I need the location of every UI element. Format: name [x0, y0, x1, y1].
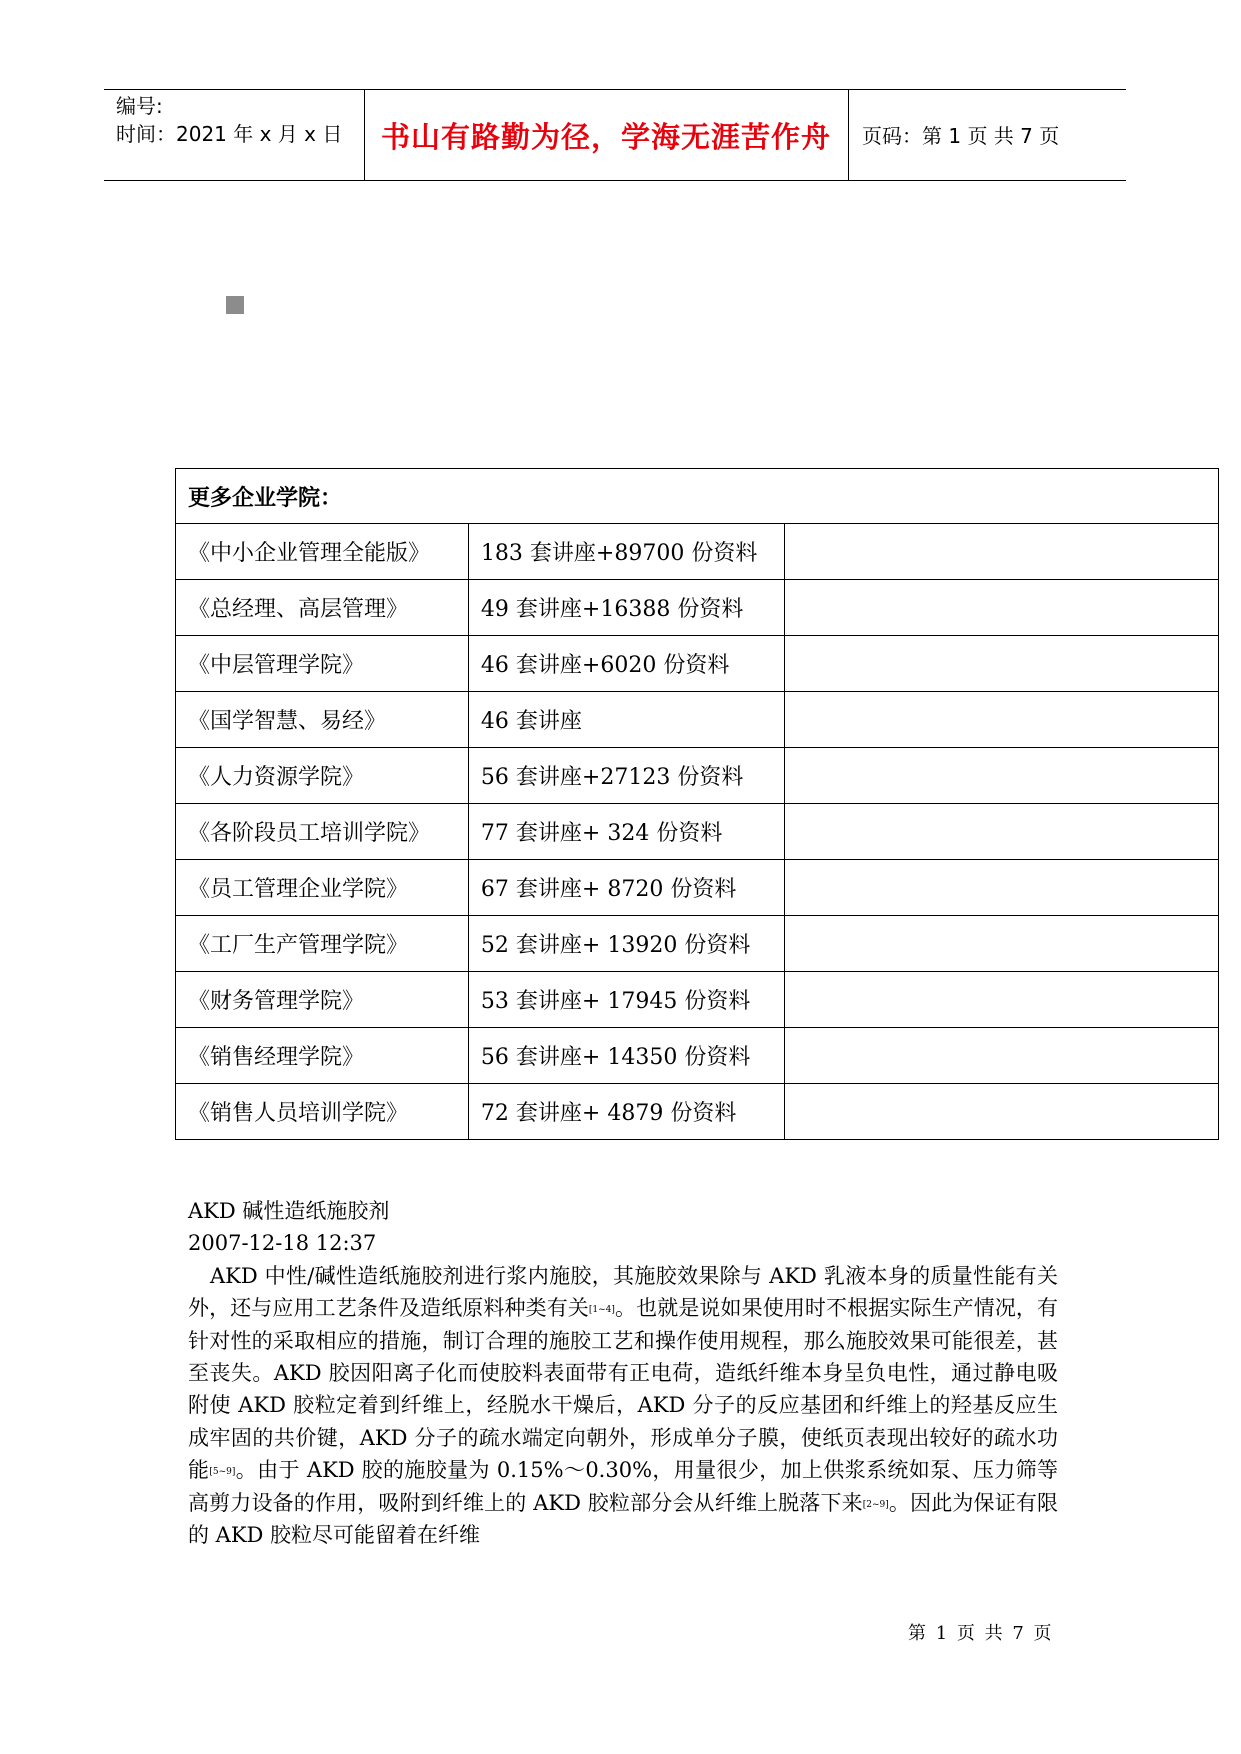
table-row: [176, 636, 1219, 692]
course-extra-cell: [784, 916, 1218, 972]
course-extra-cell: [784, 804, 1218, 860]
article-date: 2007-12-18 12:37: [188, 1231, 377, 1256]
article-body-segment: AKD 中性/碱性造纸施胶剂进行浆内施胶，其施胶效果除与 AKD 乳液本身的质量性能有关外，还与应用工艺条件及造纸原料种类有关: [188, 1263, 1058, 1321]
course-name-cell: 《工厂生产管理学院》: [176, 916, 469, 972]
course-info-cell: 52 套讲座+ 13920 份资料: [468, 916, 784, 972]
document-number-label: 编号:: [116, 94, 163, 118]
course-info-cell: 53 套讲座+ 17945 份资料: [468, 972, 784, 1028]
table-row: [176, 1084, 1219, 1140]
course-table-heading: 更多企业学院：: [176, 469, 1219, 524]
course-extra-cell: [784, 524, 1218, 580]
course-info-cell: 183 套讲座+89700 份资料: [468, 524, 784, 580]
header-page-label: 页码：第 1 页 共 7 页: [862, 124, 1060, 148]
header-meta: [116, 92, 342, 148]
header-motto: 书山有路勤为径，学海无涯苦作舟: [380, 119, 831, 154]
course-info-cell: 56 套讲座+ 14350 份资料: [468, 1028, 784, 1084]
course-extra-cell: [784, 636, 1218, 692]
article-body-segment: 。也就是说如果使用时不根据实际生产情况，有针对性的采取相应的措施，制订合理的施胶工艺和操作使用规程，那么施胶效果可能很差，甚至丧失。AKD 胶因阳离子化而使胶料表面带有正电荷，造纸纤维本身呈负电性，通过静电吸附使 AKD 胶粒定着到纤维上，经脱水干燥后，AKD 分子的反应基团和纤维上的羟基反应生成牢固的共价键，AKD 分子的疏水端定向朝外，形成单分子膜，使纸页表现出较好的疏水功能: [188, 1296, 1059, 1483]
course-extra-cell: [784, 860, 1218, 916]
course-info-cell: 67 套讲座+ 8720 份资料: [468, 860, 784, 916]
article-body: [188, 1260, 1058, 1552]
document-time-label: 时间：2021 年 x 月 x 日: [116, 122, 343, 146]
course-extra-cell: [784, 748, 1218, 804]
course-name-cell: 《中层管理学院》: [176, 636, 469, 692]
footer-page-number: 第 1 页 共 7 页: [908, 1623, 1054, 1644]
course-extra-cell: [784, 692, 1218, 748]
course-info-cell: 72 套讲座+ 4879 份资料: [468, 1084, 784, 1140]
citation-ref: [2~9]: [862, 1499, 889, 1510]
course-name-cell: 《销售经理学院》: [176, 1028, 469, 1084]
table-row: [176, 804, 1219, 860]
course-name-cell: 《财务管理学院》: [176, 972, 469, 1028]
table-row: [176, 1028, 1219, 1084]
course-table-heading-row: [176, 469, 1219, 524]
article-body-segment: 。由于 AKD 胶的施胶量为 0.15%～0.30%，用量很少，加上供浆系统如泵、压力筛等高剪力设备的作用，吸附到纤维上的 AKD 胶粒部分会从纤维上脱落下来: [188, 1458, 1059, 1515]
course-name-cell: 《总经理、高层管理》: [176, 580, 469, 636]
course-name-cell: 《员工管理企业学院》: [176, 860, 469, 916]
course-name-cell: 《人力资源学院》: [176, 748, 469, 804]
table-row: [176, 524, 1219, 580]
table-row: [176, 580, 1219, 636]
course-info-cell: 56 套讲座+27123 份资料: [468, 748, 784, 804]
header-divider-right: [848, 90, 849, 180]
table-row: [176, 972, 1219, 1028]
course-info-cell: 49 套讲座+16388 份资料: [468, 580, 784, 636]
article-body-segment: 。因此为保证有限的 AKD 胶粒尽可能留着在纤维: [188, 1490, 1058, 1548]
citation-ref: [5~9]: [209, 1467, 236, 1478]
course-extra-cell: [784, 1084, 1218, 1140]
course-info-cell: 46 套讲座: [468, 692, 784, 748]
course-name-cell: 《国学智慧、易经》: [176, 692, 469, 748]
table-row: [176, 692, 1219, 748]
course-info-cell: 46 套讲座+6020 份资料: [468, 636, 784, 692]
course-extra-cell: [784, 972, 1218, 1028]
course-extra-cell: [784, 1028, 1218, 1084]
course-name-cell: 《销售人员培训学院》: [176, 1084, 469, 1140]
course-extra-cell: [784, 580, 1218, 636]
citation-ref: [1~4]: [588, 1305, 615, 1316]
course-table: [175, 468, 1219, 1140]
course-name-cell: 《中小企业管理全能版》: [176, 524, 469, 580]
course-name-cell: 《各阶段员工培训学院》: [176, 804, 469, 860]
table-row: [176, 860, 1219, 916]
article-title: AKD 碱性造纸施胶剂: [188, 1199, 390, 1223]
article: [188, 1195, 1058, 1551]
course-info-cell: 77 套讲座+ 324 份资料: [468, 804, 784, 860]
square-bullet-icon: [226, 296, 244, 314]
table-row: [176, 916, 1219, 972]
header-bottom-rule: [104, 180, 1126, 181]
table-row: [176, 748, 1219, 804]
